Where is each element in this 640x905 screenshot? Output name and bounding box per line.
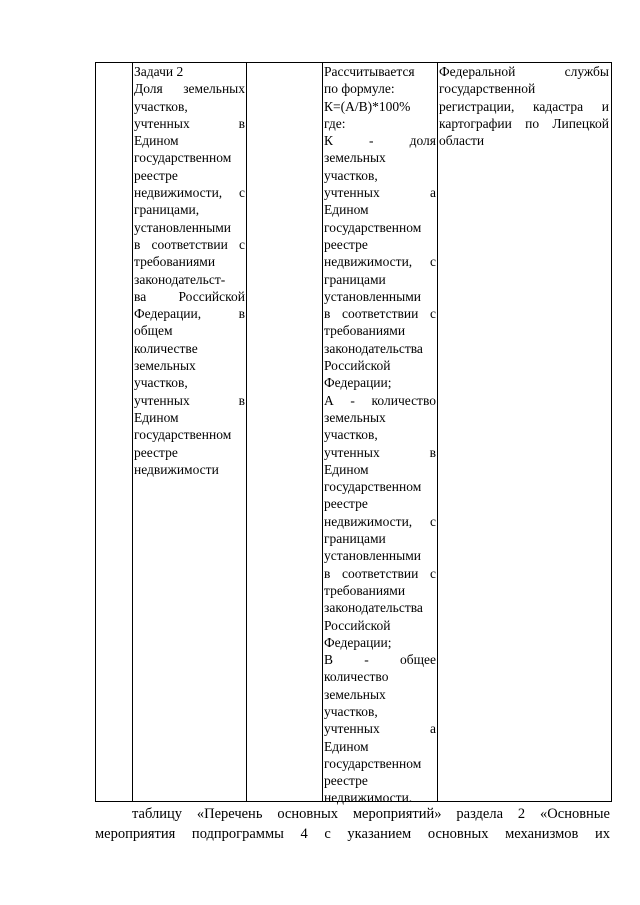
cell-text-line: государственном: [324, 219, 422, 235]
cell-data-source: [439, 63, 609, 149]
cell-text-line: области: [439, 133, 485, 149]
cell-text-line: реестре: [324, 496, 368, 512]
cell-text-line: учтенных а: [324, 721, 436, 737]
cell-text-line: К - доля: [324, 133, 436, 149]
cell-text-line: В - общее: [324, 652, 436, 668]
table-column-border: [437, 62, 438, 802]
cell-text-line: где:: [324, 115, 346, 131]
table-column-border: [246, 62, 247, 802]
cell-text-line: законодательст-: [134, 271, 226, 287]
cell-text-line: Российской: [324, 358, 391, 374]
cell-text-line: Федеральной службы: [439, 64, 609, 79]
cell-text-line: в соответствии с: [324, 565, 436, 581]
table-column-border: [132, 62, 133, 802]
cell-text-line: государственном: [324, 479, 422, 495]
body-paragraph-line: мероприятия подпрограммы 4 с указанием основных механизмов их: [95, 826, 610, 842]
cell-text-line: учтенных в: [324, 444, 436, 460]
cell-text-line: недвижимости: [134, 461, 219, 477]
cell-text-line: учтенных в: [134, 392, 245, 408]
cell-text-line: законодательства: [324, 340, 423, 356]
cell-text-line: участков,: [134, 98, 188, 114]
cell-calculation-method: [324, 63, 436, 807]
table-column-border: [95, 62, 96, 802]
cell-text-line: границами: [324, 531, 386, 547]
cell-text-line: Федерации;: [324, 375, 392, 391]
cell-text-line: земельных: [324, 686, 386, 702]
cell-text-line: реестре: [324, 236, 368, 252]
cell-text-line: требованиями: [134, 254, 216, 270]
cell-text-line: Едином: [134, 133, 179, 149]
cell-text-line: требованиями: [324, 582, 406, 598]
cell-text-line: участков,: [324, 167, 378, 183]
cell-text-line: Российской: [324, 617, 391, 633]
cell-text-line: в соответствии с: [324, 306, 436, 322]
table-column-border: [611, 62, 612, 802]
cell-text-line: учтенных а: [324, 185, 436, 201]
cell-text-line: законодательства: [324, 600, 423, 616]
cell-indicator-name: [134, 63, 245, 478]
cell-text-line: недвижимости.: [324, 790, 413, 806]
cell-text-line: Задачи 2: [134, 64, 184, 79]
cell-text-line: Рассчитывается: [324, 64, 415, 79]
cell-text-line: земельных: [324, 150, 386, 166]
cell-text-line: земельных: [324, 409, 386, 425]
cell-text-line: требованиями: [324, 323, 406, 339]
cell-text-line: государственном: [134, 150, 232, 166]
cell-text-line: реестре: [324, 773, 368, 789]
cell-text-line: количество: [324, 669, 389, 685]
cell-text-line: установленными: [324, 288, 421, 304]
cell-text-line: реестре: [134, 444, 178, 460]
cell-text-line: государственном: [324, 755, 422, 771]
cell-text-line: границами,: [134, 202, 200, 218]
indicator-table: [0, 62, 640, 802]
cell-text-line: К=(А/В)*100%: [324, 98, 411, 114]
cell-text-line: по формуле:: [324, 81, 395, 97]
cell-text-line: государственном: [134, 427, 232, 443]
cell-text-line: Едином: [324, 738, 369, 754]
cell-text-line: недвижимости, с: [134, 185, 245, 201]
cell-text-line: учтенных в: [134, 115, 245, 131]
cell-text-line: регистрации, кадастра и: [439, 98, 609, 114]
cell-text-line: участков,: [134, 375, 188, 391]
cell-text-line: картографии по Липецкой: [439, 115, 609, 131]
cell-text-line: Едином: [324, 202, 369, 218]
cell-text-line: участков,: [324, 703, 378, 719]
cell-text-line: Едином: [134, 409, 179, 425]
cell-text-line: границами: [324, 271, 386, 287]
cell-text-line: государственной: [439, 81, 536, 97]
cell-text-line: установленными: [324, 548, 421, 564]
cell-text-line: Доля земельных: [134, 81, 245, 97]
cell-text-line: Федерации;: [324, 634, 392, 650]
cell-text-line: земельных: [134, 358, 196, 374]
cell-text-line: общем: [134, 323, 173, 339]
body-paragraph-line: таблицу «Перечень основных мероприятий» раздела 2 «Основные: [132, 806, 610, 822]
cell-text-line: установленными: [134, 219, 231, 235]
cell-text-line: ва Российской: [134, 288, 245, 304]
cell-text-line: недвижимости, с: [324, 513, 436, 529]
cell-text-line: недвижимости, с: [324, 254, 436, 270]
cell-text-line: Едином: [324, 461, 369, 477]
table-column-border: [322, 62, 323, 802]
cell-text-line: в соответствии с: [134, 236, 245, 252]
cell-text-line: Федерации, в: [134, 306, 245, 322]
cell-text-line: количестве: [134, 340, 198, 356]
cell-text-line: участков,: [324, 427, 378, 443]
cell-text-line: А - количество: [324, 392, 436, 408]
cell-text-line: реестре: [134, 167, 178, 183]
